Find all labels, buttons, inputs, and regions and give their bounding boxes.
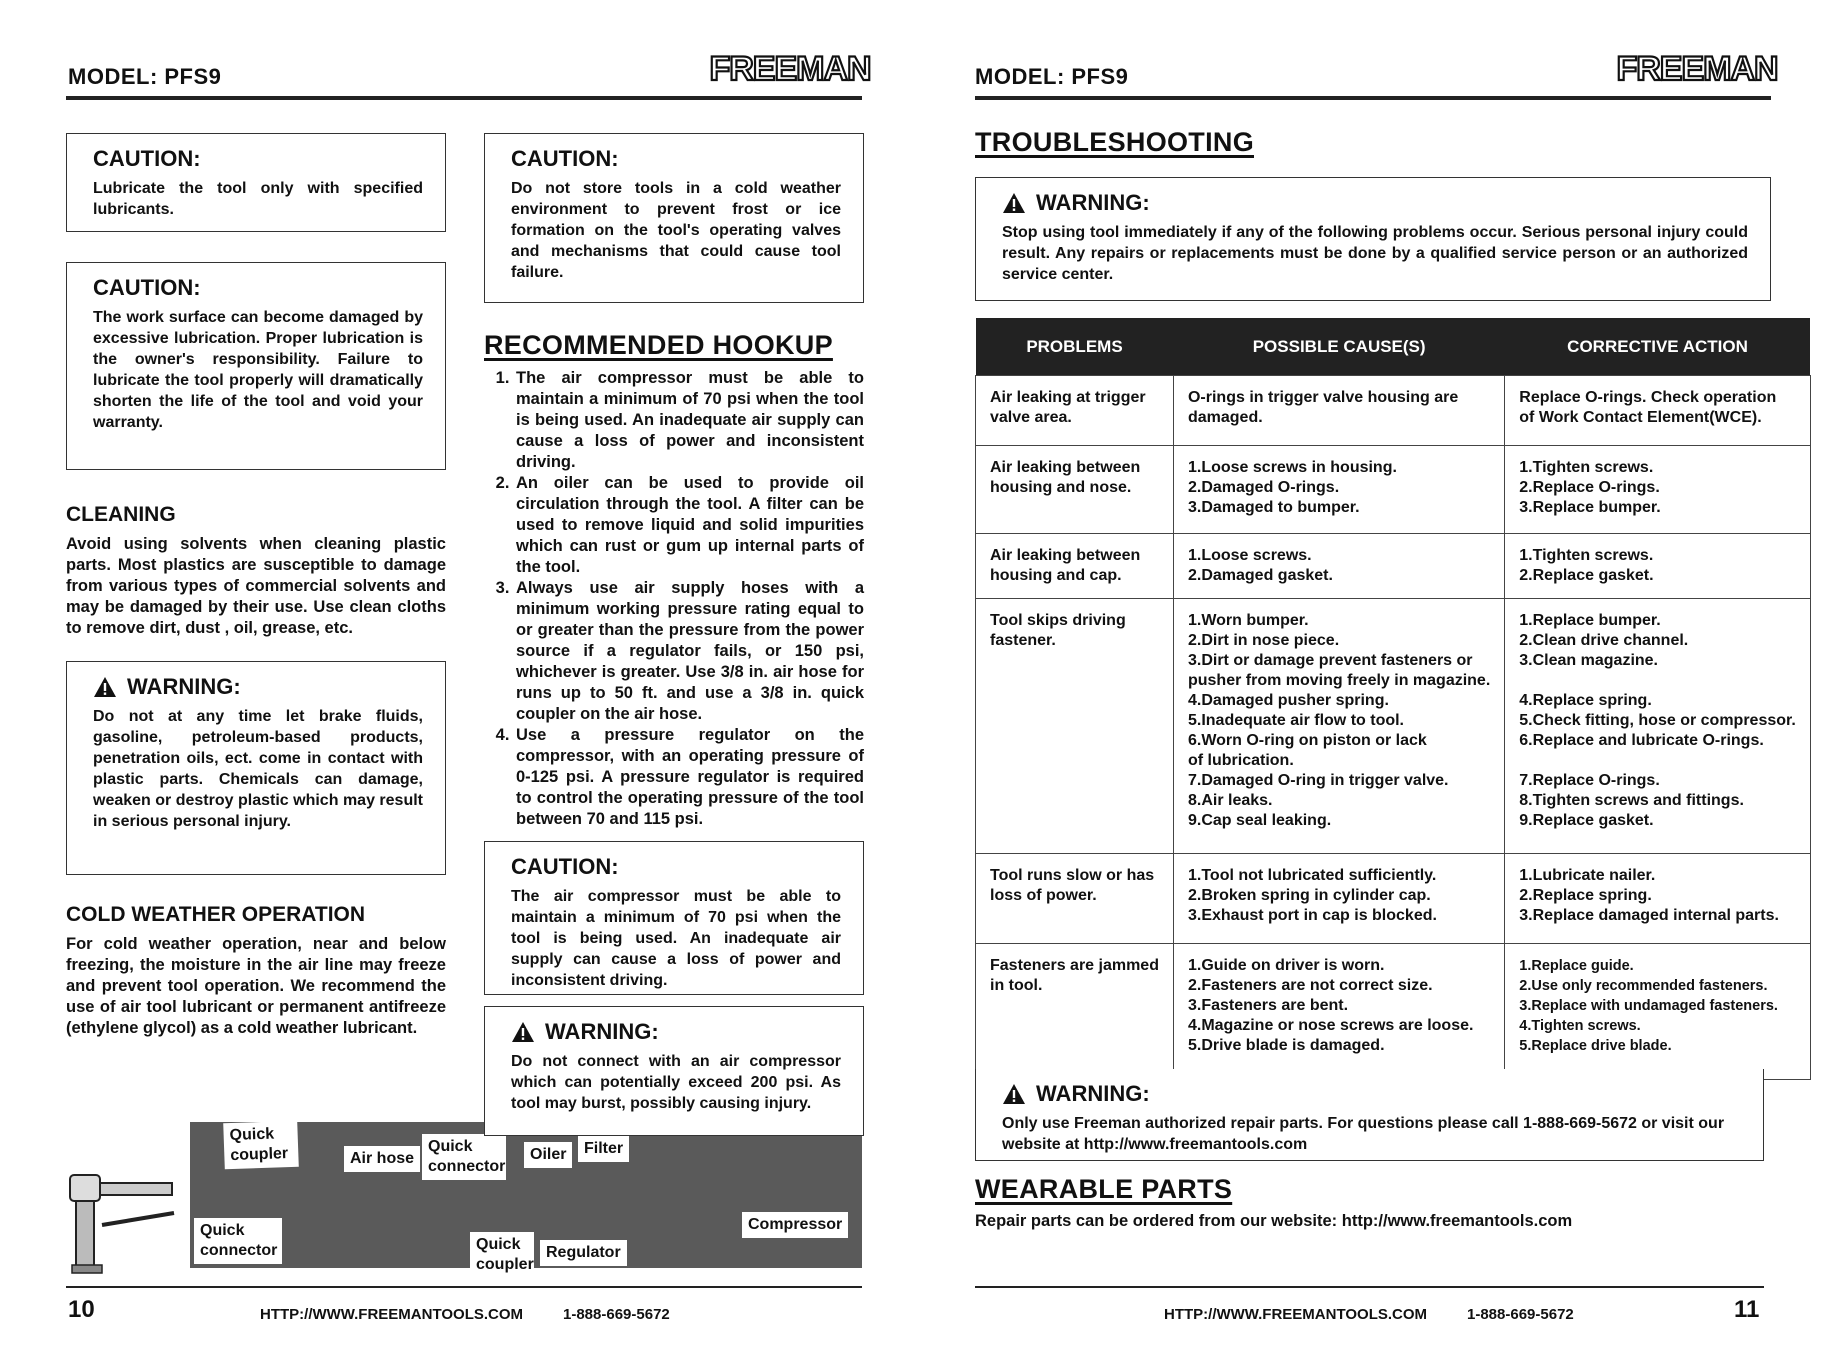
warning-box-repair-parts [975, 1069, 1764, 1161]
problem-cell [976, 446, 1174, 534]
cell-line [1519, 751, 1796, 771]
cell-line: in tool. [990, 977, 1043, 994]
troubleshooting-heading: TROUBLESHOOTING [975, 127, 1254, 157]
freeman-logo [1616, 48, 1778, 88]
footer-url: HTTP://WWW.FREEMANTOOLS.COM [260, 1306, 524, 1323]
causes-cell [1173, 376, 1504, 446]
cell-line: 3.Fasteners are bent. [1187, 997, 1349, 1014]
wearable-parts-text: Repair parts can be ordered from our website: http://www.freemantools.com [975, 1212, 1573, 1230]
cell-line: 1.Tighten screws. [1519, 459, 1654, 476]
cell-line: Air leaking between [990, 459, 1141, 476]
cell-line: 4.Magazine or nose screws are loose. [1187, 1017, 1474, 1034]
cell-line: Tool skips driving [990, 612, 1126, 629]
hookup-diagram [190, 1122, 862, 1273]
page-number: 11 [1734, 1296, 1760, 1323]
warning-text: Stop using tool immediately if any of the following problems occur. Serious personal injury could result. Any repairs or replacements must be done by a qualified service person or an authorized service center. [1002, 224, 1748, 283]
model-label: MODEL: PFS9 [68, 64, 222, 89]
caution-text: Lubricate the tool only with specified lubricants. [93, 180, 423, 218]
label-regulator: Regulator [540, 1240, 627, 1266]
cell-line: 1.Loose screws. [1187, 547, 1312, 564]
svg-text:FREEMAN: FREEMAN [1616, 50, 1778, 88]
problem-cell [976, 376, 1174, 446]
cell-line: Air leaking at trigger [990, 389, 1146, 406]
problem-cell [976, 944, 1174, 1080]
recommended-hookup-heading: RECOMMENDED HOOKUP [484, 330, 833, 360]
causes-cell [1173, 599, 1504, 854]
caution-title: CAUTION: [93, 146, 201, 171]
causes-cell [1173, 944, 1504, 1080]
label-filter: Filter [578, 1136, 629, 1162]
problem-cell [976, 534, 1174, 599]
label-quick-coupler: Quick coupler [223, 1121, 299, 1170]
warning-title: WARNING: [545, 1019, 659, 1044]
header-actions: CORRECTIVE ACTION [1505, 318, 1811, 376]
warning-text: Only use Freeman authorized repair parts. For questions please call 1-888-669-5672 or visit our website at http://www.freemantools.com [1002, 1115, 1725, 1153]
cell-line: 9.Cap seal leaking. [1187, 812, 1332, 829]
cell-line: housing and nose. [990, 479, 1132, 496]
warning-title: WARNING: [127, 674, 241, 699]
table-row [976, 854, 1811, 944]
causes-cell [1173, 534, 1504, 599]
caution-box-work-surface [66, 262, 446, 470]
cell-line: 9.Replace gasket. [1519, 812, 1654, 829]
warning-triangle-icon [93, 676, 117, 698]
cell-line: damaged. [1187, 409, 1263, 426]
wearable-parts-heading: WEARABLE PARTS [975, 1174, 1233, 1204]
cell-line: 3.Replace bumper. [1519, 499, 1661, 516]
hookup-item: 2. An oiler can be used to provide oil circulation through the tool. A filter can be used to remove liquid and solid impurities which can rust or gum up internal parts of the tool. [514, 473, 864, 578]
cell-line: 2.Damaged gasket. [1187, 567, 1333, 584]
table-row [976, 446, 1811, 534]
label-quick-connector: Quick connector [422, 1134, 506, 1180]
cell-line: 5.Check fitting, hose or compressor. [1519, 712, 1796, 729]
cell-line: valve area. [990, 409, 1072, 426]
warning-text: Do not at any time let brake fluids, gasoline, petroleum-based products, penetration oils, ect. come in contact with plastic parts. Chemicals can damage, weaken or destroy plastic which may result in serious personal injury. [93, 708, 423, 830]
caution-title: CAUTION: [511, 146, 619, 171]
cell-line: Tool runs slow or has [990, 867, 1155, 884]
cell-line: 3.Damaged to bumper. [1187, 499, 1360, 516]
hookup-item: 4. Use a pressure regulator on the compressor, with an operating pressure of 0-125 psi. A pressure regulator is required to control the operating pressure of the tool between 70 and 115 psi. [514, 725, 864, 830]
header-problems: PROBLEMS [976, 318, 1174, 376]
footer-rule [975, 1286, 1764, 1288]
cleaning-text: Avoid using solvents when cleaning plastic parts. Most plastics are susceptible to damage from various types of commercial solvents and may be damaged by their use. Use clean cloths to remove dirt, dust , oil, grease, etc. [66, 535, 446, 637]
label-quick-coupler: Quick coupler [470, 1232, 534, 1278]
cold-weather-text: For cold weather operation, near and below freezing, the moisture in the air line may freeze and prevent tool operation. We recommend the use of air tool lubricant or permanent antifreeze (ethylene glycol) as a cold weather lubricant. [66, 935, 446, 1037]
cell-line: fastener. [990, 632, 1056, 649]
cell-line: of Work Contact Element(WCE). [1519, 409, 1762, 426]
cell-line: 4.Replace spring. [1519, 692, 1652, 709]
cell-line: pusher from moving freely in magazine. [1187, 672, 1491, 689]
label-air-hose: Air hose [344, 1146, 420, 1172]
caution-text: The air compressor must be able to maintain a minimum of 70 psi when the tool is being used. An inadequate air supply can cause a loss of power and inconsistent driving. [511, 888, 841, 989]
cell-line: loss of power. [990, 887, 1097, 904]
cell-line: 2.Clean drive channel. [1519, 632, 1689, 649]
label-quick-connector: Quick connector [194, 1218, 282, 1264]
cell-line: 1.Loose screws in housing. [1187, 459, 1397, 476]
warning-triangle-icon [1002, 1083, 1026, 1105]
cell-line: 2.Replace spring. [1519, 887, 1652, 904]
freeman-logo [709, 48, 871, 88]
caution-box-compressor [484, 841, 864, 995]
cell-line: Replace O-rings. Check operation [1519, 389, 1777, 406]
actions-cell [1505, 376, 1811, 446]
cell-line: 3.Replace with undamaged fasteners. [1519, 998, 1778, 1014]
table-row [976, 376, 1811, 446]
cell-line: 6.Replace and lubricate O-rings. [1519, 732, 1764, 749]
header-rule [975, 96, 1771, 100]
label-oiler: Oiler [524, 1142, 572, 1168]
hookup-item: 3. Always use air supply hoses with a minimum working pressure rating equal to or greater than the pressure from the power source if a regulator fails, or 150 psi, whichever is greater. Use 3/8 in. air hose for runs up to 50 ft. and use a 3/8 in. quick coupler on the air hose. [514, 578, 864, 725]
cell-line: 3.Exhaust port in cap is blocked. [1187, 907, 1437, 924]
cell-line: 6.Worn O-ring on piston or lack [1187, 732, 1427, 749]
caution-box-cold-storage [484, 133, 864, 303]
hookup-item: 1. The air compressor must be able to maintain a minimum of 70 psi when the tool is being used. An inadequate air supply can cause a loss of power and inconsistent driving. [514, 368, 864, 473]
table-header-row [976, 318, 1811, 376]
table-row [976, 599, 1811, 854]
actions-cell [1505, 446, 1811, 534]
table-row [976, 534, 1811, 599]
cell-line: 4.Tighten screws. [1519, 1018, 1641, 1034]
cell-line: 2.Replace O-rings. [1519, 479, 1660, 496]
cell-line: 2.Replace gasket. [1519, 567, 1654, 584]
model-label: MODEL: PFS9 [975, 64, 1129, 89]
cell-line: 3.Clean magazine. [1519, 652, 1658, 669]
cell-line: 1.Replace bumper. [1519, 612, 1661, 629]
cell-line: 7.Damaged O-ring in trigger valve. [1187, 772, 1449, 789]
cell-line: O-rings in trigger valve housing are [1187, 389, 1459, 406]
cold-weather-heading: COLD WEATHER OPERATION [66, 903, 366, 926]
warning-title: WARNING: [1036, 190, 1150, 215]
cell-line: 1.Tighten screws. [1519, 547, 1654, 564]
cell-line: 8.Tighten screws and fittings. [1519, 792, 1744, 809]
cell-line: 5.Replace drive blade. [1519, 1038, 1672, 1054]
troubleshooting-table [975, 318, 1811, 1080]
cell-line: 5.Drive blade is damaged. [1187, 1037, 1385, 1054]
label-compressor: Compressor [742, 1212, 848, 1238]
cell-line: 2.Use only recommended fasteners. [1519, 978, 1768, 994]
cell-line: 2.Broken spring in cylinder cap. [1187, 887, 1431, 904]
warning-triangle-icon [511, 1021, 535, 1043]
warning-box-200psi [484, 1006, 864, 1136]
actions-cell [1505, 944, 1811, 1080]
warning-box-plastic [66, 661, 446, 875]
cell-line: Air leaking between [990, 547, 1141, 564]
caution-title: CAUTION: [93, 275, 201, 300]
actions-cell [1505, 534, 1811, 599]
cell-line: 1.Replace guide. [1519, 958, 1634, 974]
hookup-list [484, 368, 864, 830]
footer-phone: 1-888-669-5672 [563, 1306, 670, 1323]
cell-line: 4.Damaged pusher spring. [1187, 692, 1389, 709]
cell-line: 8.Air leaks. [1187, 792, 1273, 809]
caution-box-lubricants [66, 133, 446, 232]
caution-title: CAUTION: [511, 854, 619, 879]
actions-cell [1505, 599, 1811, 854]
cell-line: 2.Damaged O-rings. [1187, 479, 1340, 496]
warning-text: Do not connect with an air compressor which can potentially exceed 200 psi. As tool may burst, possibly causing injury. [511, 1053, 841, 1112]
warning-title: WARNING: [1036, 1081, 1150, 1106]
cell-line: 1.Tool not lubricated sufficiently. [1187, 867, 1437, 884]
cell-line: 7.Replace O-rings. [1519, 772, 1660, 789]
problem-cell [976, 599, 1174, 854]
cell-line: 2.Dirt in nose piece. [1187, 632, 1340, 649]
actions-cell [1505, 854, 1811, 944]
cell-line: 2.Fasteners are not correct size. [1187, 977, 1433, 994]
table-row [976, 944, 1811, 1080]
cell-line [1519, 671, 1796, 691]
footer-rule [66, 1286, 862, 1288]
footer-phone: 1-888-669-5672 [1467, 1306, 1574, 1323]
cell-line: 1.Lubricate nailer. [1519, 867, 1656, 884]
cell-line: 5.Inadequate air flow to tool. [1187, 712, 1404, 729]
cell-line: 1.Worn bumper. [1187, 612, 1309, 629]
cell-line: 3.Dirt or damage prevent fasteners or [1187, 652, 1473, 669]
page-number: 10 [68, 1296, 95, 1323]
cell-line: Fasteners are jammed [990, 957, 1159, 974]
warning-triangle-icon [1002, 192, 1026, 214]
caution-text: Do not store tools in a cold weather environment to prevent frost or ice formation on the tool's operating valves and mechanisms that could cause tool failure. [511, 180, 841, 281]
nailer-illustration [62, 1165, 190, 1277]
warning-box-stop-using [975, 177, 1771, 301]
cell-line: 1.Guide on driver is worn. [1187, 957, 1385, 974]
cleaning-heading: CLEANING [66, 503, 176, 526]
caution-text: The work surface can become damaged by excessive lubrication. Proper lubrication is the owner's responsibility. Failure to lubricate the tool properly will dramatically shorten the life of the tool and void your warranty. [93, 309, 423, 431]
header-causes: POSSIBLE CAUSE(S) [1173, 318, 1504, 376]
cell-line: 3.Replace damaged internal parts. [1519, 907, 1779, 924]
header-rule [66, 96, 862, 100]
causes-cell [1173, 854, 1504, 944]
svg-text:FREEMAN: FREEMAN [709, 50, 871, 88]
causes-cell [1173, 446, 1504, 534]
cell-line: housing and cap. [990, 567, 1122, 584]
footer-url: HTTP://WWW.FREEMANTOOLS.COM [1164, 1306, 1428, 1323]
cell-line: of lubrication. [1187, 752, 1294, 769]
problem-cell [976, 854, 1174, 944]
